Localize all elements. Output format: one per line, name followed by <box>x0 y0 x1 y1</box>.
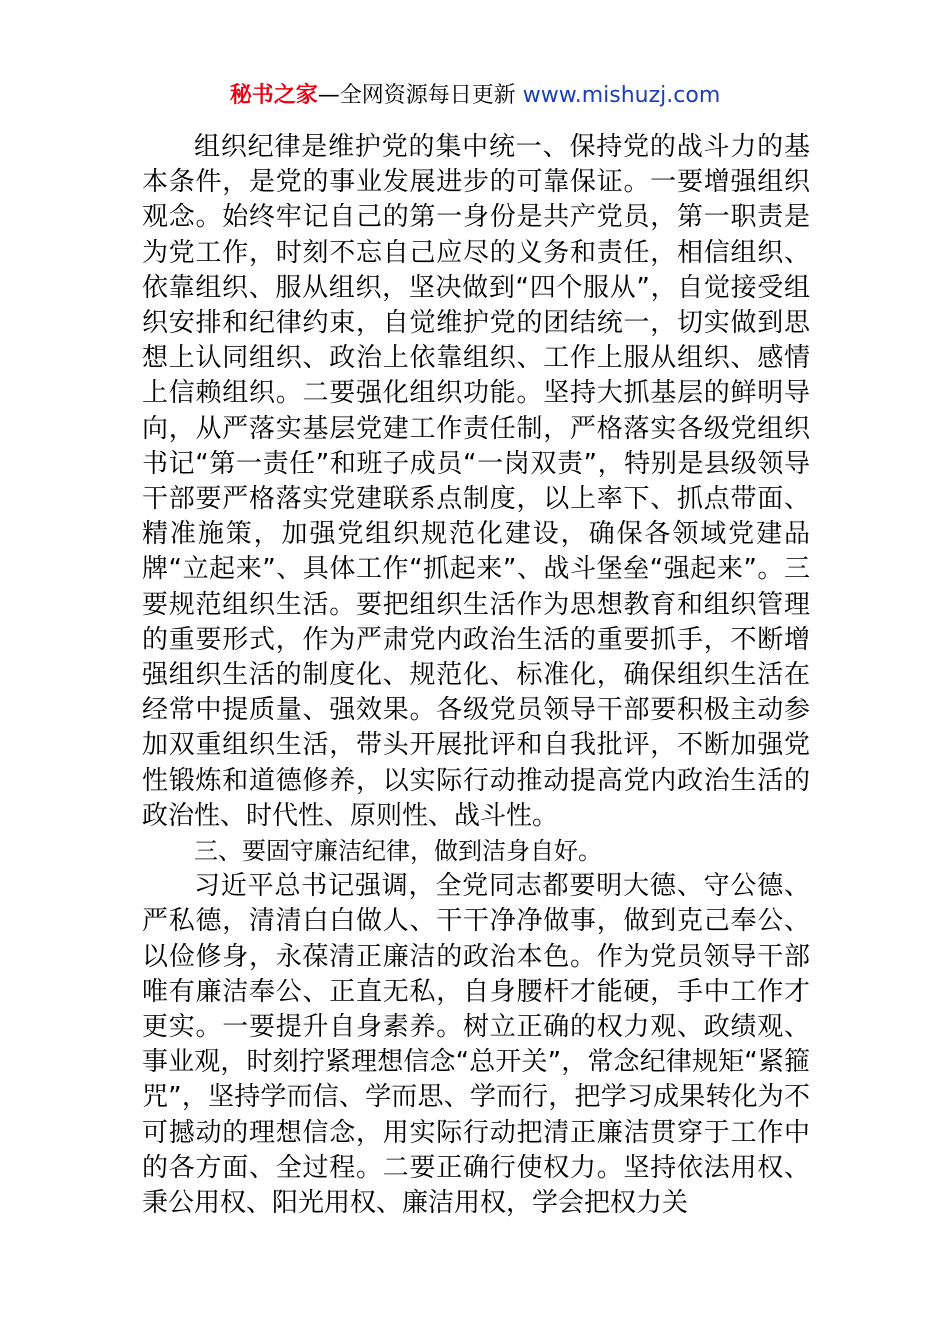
header-tagline: —全网资源每日更新 <box>317 83 523 108</box>
brand-name: 秘书之家 <box>229 83 318 108</box>
site-url-link[interactable]: www.mishuzj.com <box>522 83 721 108</box>
section-heading-integrity-discipline: 三、要固守廉洁纪律，做到洁身自好。 <box>194 837 602 866</box>
paragraph-integrity-discipline: 习近平总书记强调，全党同志都要明大德、守公德、严私德，清清白白做人、干干净净做事，做到克己奉公、以俭修身，永葆清正廉洁的政治本色。作为党员领导干部唯有廉洁奉公、正直无私，自身腰杆才能硬，手中工作才更实。一要提升自身素养。树立正确的权力观、政绩观、事业观，时刻拧紧理想信念“总开关”，常念纪律规矩“紧箍咒”，坚持学而信、学而思、学而行，把学习成果转化为不可撼动的理想信念，用实际行动把清正廉洁贯穿于工作中的各方面、全过程。二要正确行使权力。坚持依法用权、秉公用权、阳光用权、廉洁用权，学会把权力关 <box>142 871 810 1219</box>
paragraph-organizational-discipline: 组织纪律是维护党的集中统一、保持党的战斗力的基本条件，是党的事业发展进步的可靠保证。一要增强组织观念。始终牢记自己的第一身份是共产党员，第一职责是为党工作，时刻不忘自己应尽的义务和责任，相信组织、依靠组织、服从组织，坚决做到“四个服从”，自觉接受组织安排和纪律约束，自觉维护党的团结统一，切实做到思想上认同组织、政治上依靠组织、工作上服从组织、感情上信赖组织。二要强化组织功能。坚持大抓基层的鲜明导向，从严落实基层党建工作责任制，严格落实各级党组织书记“第一责任”和班子成员“一岗双责”，特别是县级领导干部要严格落实党建联系点制度，以上率下、抓点带面、精准施策，加强党组织规范化建设，确保各领域党建品牌“立起来”、具体工作“抓起来”、战斗堡垒“强起来”。三要规范组织生活。要把组织生活作为思想教育和组织管理的重要形式，作为严肃党内政治生活的重要抓手，不断增强组织生活的制度化、规范化、标准化，确保组织生活在经常中提质量、强效果。各级党员领导干部要积极主动参加双重组织生活，带头开展批评和自我批评，不断加强党性锻炼和道德修养，以实际行动推动提高党内政治生活的政治性、时代性、原则性、战斗性。 <box>142 132 810 831</box>
document-body <box>142 130 810 1221</box>
page-header <box>0 82 950 110</box>
